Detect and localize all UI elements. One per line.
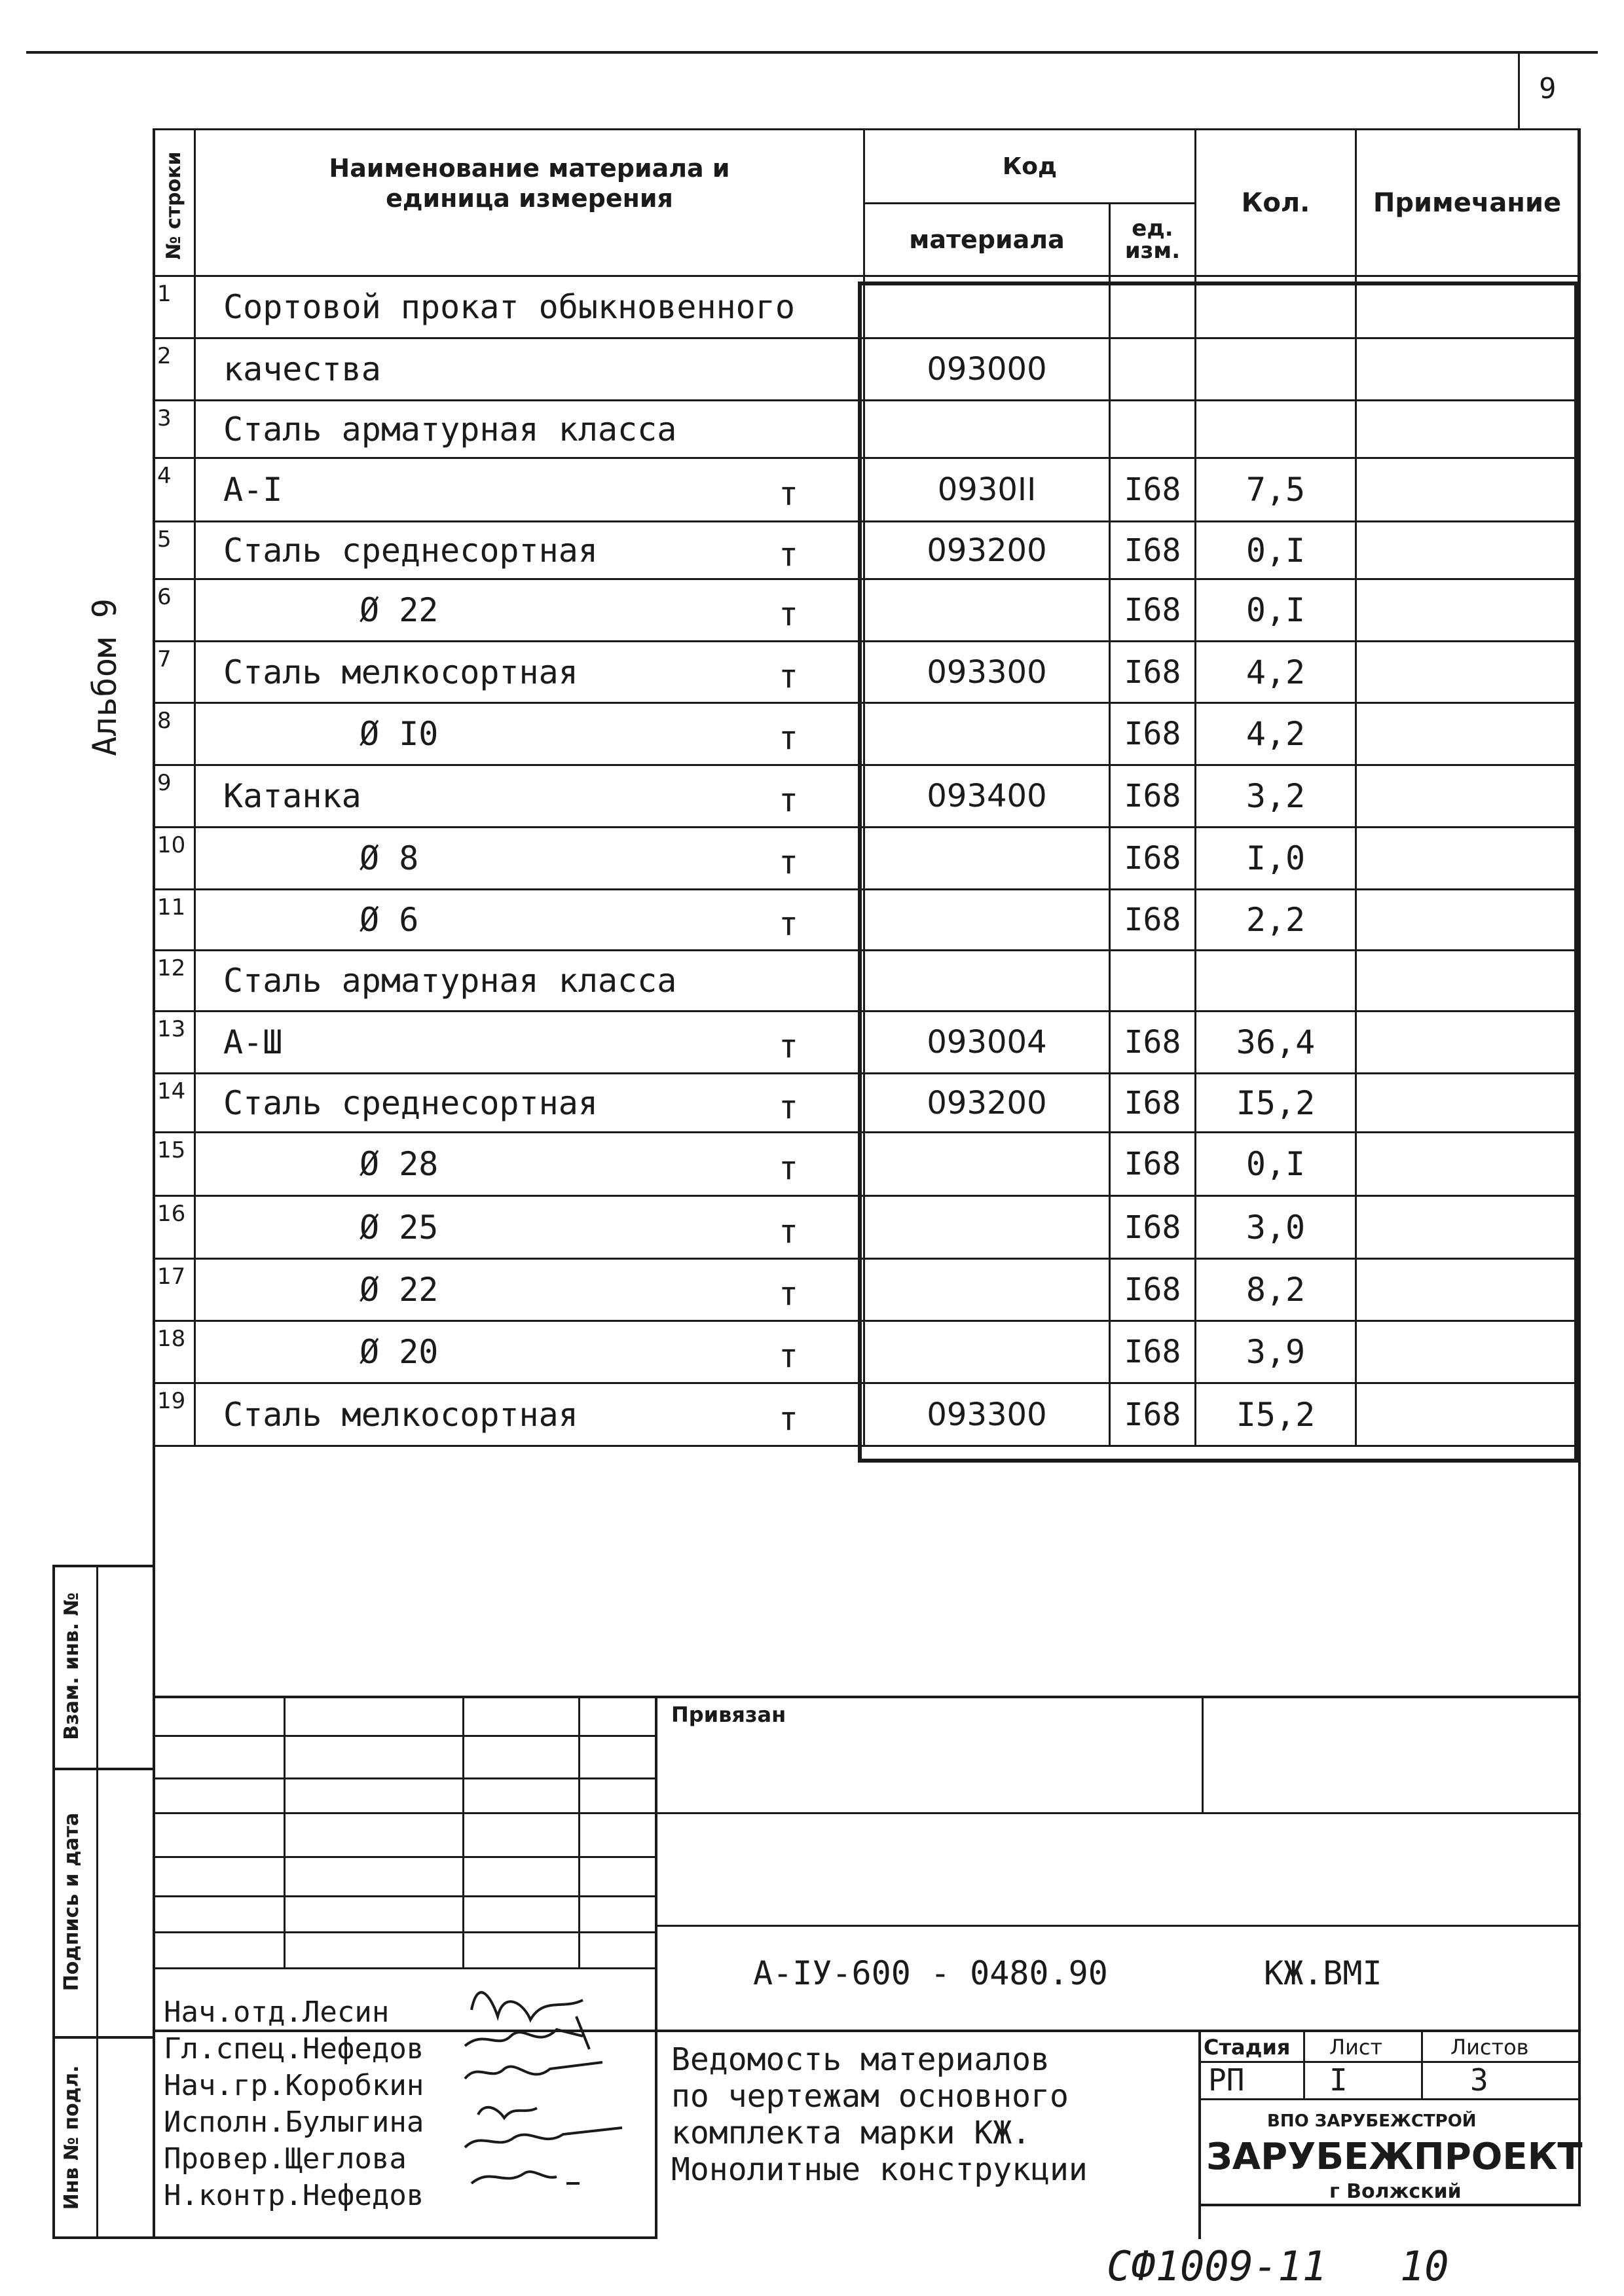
header-note: Примечание xyxy=(1356,130,1579,276)
unit-code: I68 xyxy=(1110,1259,1196,1321)
page-number-box-border xyxy=(1518,52,1520,128)
doc-code: А-IУ-600 - 0480.90 xyxy=(753,1954,1108,1992)
row-number: 5 xyxy=(154,522,195,579)
tb-col-e xyxy=(1202,1696,1204,1812)
row-number: 1 xyxy=(154,276,195,338)
material-name xyxy=(195,1074,864,1133)
material-name xyxy=(195,1196,864,1259)
sheets-value: 3 xyxy=(1470,2062,1488,2098)
row-number: 13 xyxy=(154,1011,195,1074)
row-number: 15 xyxy=(154,1133,195,1196)
sig-row-3: Нач.гр.Коробкин xyxy=(164,2069,424,2102)
material-name-text: Ø 22 xyxy=(360,1271,439,1309)
handwritten-signatures xyxy=(452,1938,648,2213)
unit-code: I68 xyxy=(1110,522,1196,579)
tb-r8 xyxy=(655,1925,1578,1927)
quantity: I,0 xyxy=(1196,828,1356,890)
material-unit-text: т xyxy=(779,535,799,574)
tb-r10 xyxy=(1198,2061,1578,2063)
material-name xyxy=(195,1011,864,1074)
material-unit-text: т xyxy=(779,843,799,881)
sheets-label: Листов xyxy=(1450,2035,1529,2060)
doc-title-line-1: Ведомость материалов xyxy=(671,2041,1050,2078)
quantity: 36,4 xyxy=(1196,1011,1356,1074)
material-code: 093300 xyxy=(864,1383,1110,1446)
unit-code: I68 xyxy=(1110,1011,1196,1074)
stamp-divider xyxy=(96,1565,98,2239)
quantity: 8,2 xyxy=(1196,1259,1356,1321)
unit-code: I68 xyxy=(1110,703,1196,765)
row-number: 6 xyxy=(154,579,195,642)
sig-row-2: Гл.спец.Нефедов xyxy=(164,2032,424,2066)
material-unit-text: т xyxy=(779,1212,799,1250)
header-unit: ед. изм. xyxy=(1110,204,1196,276)
row-number: 8 xyxy=(154,703,195,765)
stage-value: РП xyxy=(1208,2062,1245,2098)
material-name xyxy=(195,828,864,890)
stage-label: Стадия xyxy=(1204,2035,1291,2060)
quantity: 3,0 xyxy=(1196,1196,1356,1259)
tb-r4 xyxy=(153,1856,657,1858)
privyazan-label: Привязан xyxy=(671,1702,786,1727)
row-number: 10 xyxy=(154,828,195,890)
material-name xyxy=(195,890,864,951)
header-row-no: № строки xyxy=(154,130,195,276)
material-code: 093200 xyxy=(864,1074,1110,1133)
material-name xyxy=(195,765,864,828)
header-material-code: материала xyxy=(864,204,1110,276)
material-code: 093000 xyxy=(864,338,1110,401)
material-name-text: Сортовой прокат обыкновенного xyxy=(223,288,795,326)
material-name xyxy=(195,951,864,1011)
tb-r11 xyxy=(1198,2098,1578,2100)
quantity: 0,I xyxy=(1196,1133,1356,1196)
material-unit-text: т xyxy=(779,1274,799,1313)
material-name-text: Ø 22 xyxy=(360,591,439,629)
material-name-text: Сталь среднесортная xyxy=(223,1084,598,1122)
unit-code: I68 xyxy=(1110,765,1196,828)
row-number: 19 xyxy=(154,1383,195,1446)
org-big: ЗАРУБЕЖПРОЕКТ xyxy=(1206,2136,1583,2178)
material-name-text: Ø 8 xyxy=(360,839,419,877)
material-name-text: А-I xyxy=(223,471,283,509)
album-label: Альбом 9 xyxy=(86,598,124,756)
material-name xyxy=(195,276,864,338)
material-unit-text: т xyxy=(779,474,799,513)
material-name xyxy=(195,1133,864,1196)
material-name xyxy=(195,401,864,458)
data-frame-top xyxy=(858,282,1578,285)
row-number: 17 xyxy=(154,1259,195,1321)
tb-r6 xyxy=(153,1931,657,1933)
row-number: 7 xyxy=(154,642,195,703)
material-name-text: Ø 28 xyxy=(360,1145,439,1183)
material-unit-text: т xyxy=(779,1336,799,1375)
doc-title-line-4: Монолитные конструкции xyxy=(671,2151,1088,2188)
org-city: г Волжский xyxy=(1329,2180,1462,2203)
tb-top xyxy=(153,1696,1580,1698)
unit-code: I68 xyxy=(1110,1321,1196,1383)
material-code: 093400 xyxy=(864,765,1110,828)
stamp-row-2 xyxy=(52,2036,154,2039)
frame-left xyxy=(153,128,155,2236)
material-name-text: Сталь арматурная класса xyxy=(223,962,677,1000)
material-name-text: А-Ш xyxy=(223,1023,283,1061)
material-unit-text: т xyxy=(779,904,799,943)
quantity: 4,2 xyxy=(1196,703,1356,765)
frame-right xyxy=(1578,128,1581,2204)
material-name xyxy=(195,338,864,401)
material-name-text: Ø 25 xyxy=(360,1208,439,1247)
material-name-text: Сталь мелкосортная xyxy=(223,1395,578,1434)
material-name-text: Сталь мелкосортная xyxy=(223,653,578,691)
material-name xyxy=(195,579,864,642)
sheet-label: Лист xyxy=(1329,2035,1383,2060)
unit-code: I68 xyxy=(1110,1074,1196,1133)
doc-mark: КЖ.ВМI xyxy=(1264,1954,1382,1992)
material-unit-text: т xyxy=(779,1148,799,1187)
material-name-text: Ø 6 xyxy=(360,901,419,939)
header-qty: Кол. xyxy=(1196,130,1356,276)
quantity: 0,I xyxy=(1196,579,1356,642)
handwritten-code: СФ1009-11 10 xyxy=(1107,2242,1449,2290)
unit-code: I68 xyxy=(1110,579,1196,642)
header-name: Наименование материала и единица измерения xyxy=(195,130,864,276)
row-number: 14 xyxy=(154,1074,195,1133)
row-number: 16 xyxy=(154,1196,195,1259)
unit-code: I68 xyxy=(1110,1196,1196,1259)
row-number: 4 xyxy=(154,458,195,522)
row-number: 11 xyxy=(154,890,195,951)
unit-code: I68 xyxy=(1110,642,1196,703)
stamp-sign-date: Подпись и дата xyxy=(60,1812,83,1992)
material-name-text: Ø I0 xyxy=(360,715,439,753)
material-unit-text: т xyxy=(779,718,799,757)
tb-r5 xyxy=(153,1895,657,1897)
doc-title-line-2: по чертежам основного xyxy=(671,2078,1069,2115)
unit-code: I68 xyxy=(1110,1383,1196,1446)
quantity: 3,2 xyxy=(1196,765,1356,828)
material-name xyxy=(195,1321,864,1383)
material-name xyxy=(195,703,864,765)
material-unit-text: т xyxy=(779,780,799,819)
stamp-col-left xyxy=(52,1565,55,2239)
material-unit-text: т xyxy=(779,594,799,633)
stamp-row-1 xyxy=(52,1768,154,1770)
sig-row-4: Исполн.Булыгина xyxy=(164,2105,424,2139)
material-name-text: Катанка xyxy=(223,777,361,815)
material-code: 093300 xyxy=(864,642,1110,703)
material-name xyxy=(195,458,864,522)
material-name-text: качества xyxy=(223,350,381,388)
material-unit-text: т xyxy=(779,1087,799,1126)
material-name xyxy=(195,1259,864,1321)
quantity: 3,9 xyxy=(1196,1321,1356,1383)
stamp-inv-orig: Инв № подл. xyxy=(60,2065,83,2210)
org-small: ВПО ЗАРУБЕЖСТРОЙ xyxy=(1267,2111,1477,2131)
tb-r1 xyxy=(153,1735,657,1737)
quantity: 0,I xyxy=(1196,522,1356,579)
sig-row-6: Н.контр.Нефедов xyxy=(164,2179,424,2212)
material-code: 0930II xyxy=(864,458,1110,522)
quantity: 4,2 xyxy=(1196,642,1356,703)
material-unit-text: т xyxy=(779,1027,799,1065)
sig-row-1: Нач.отд.Лесин xyxy=(164,1995,390,2029)
tb-bottom xyxy=(153,2236,657,2239)
material-name xyxy=(195,1383,864,1446)
stamp-row-top xyxy=(52,1565,154,1567)
unit-code: I68 xyxy=(1110,458,1196,522)
row-number: 12 xyxy=(154,951,195,1011)
data-frame-left xyxy=(858,282,862,1463)
material-name xyxy=(195,642,864,703)
doc-title-line-3: комплекта марки КЖ. xyxy=(671,2115,1031,2151)
header-code: Код xyxy=(864,130,1196,204)
top-rule xyxy=(26,51,1598,54)
row-number: 18 xyxy=(154,1321,195,1383)
sig-row-5: Провер.Щеглова xyxy=(164,2142,407,2176)
tb-r3 xyxy=(153,1812,1580,1814)
stamp-vzam-inv: Взам. инв. № xyxy=(60,1592,83,1740)
material-unit-text: т xyxy=(779,657,799,695)
tb-col-g xyxy=(1303,2030,1305,2100)
quantity: 2,2 xyxy=(1196,890,1356,951)
material-name-text: Ø 20 xyxy=(360,1333,439,1371)
material-name-text: Сталь среднесортная xyxy=(223,531,598,570)
quantity: I5,2 xyxy=(1196,1383,1356,1446)
quantity: I5,2 xyxy=(1196,1074,1356,1133)
page-number: 9 xyxy=(1539,72,1557,105)
stamp-row-bottom xyxy=(52,2236,154,2239)
tb-r2 xyxy=(153,1777,657,1779)
tb-col-h xyxy=(1421,2030,1423,2100)
material-unit-text: т xyxy=(779,1399,799,1438)
row-number: 9 xyxy=(154,765,195,828)
material-name-text: Сталь арматурная класса xyxy=(223,410,677,448)
quantity: 7,5 xyxy=(1196,458,1356,522)
material-name xyxy=(195,522,864,579)
material-code: 093200 xyxy=(864,522,1110,579)
unit-code: I68 xyxy=(1110,1133,1196,1196)
row-number: 2 xyxy=(154,338,195,401)
data-frame xyxy=(859,282,1578,1463)
sheet-value: I xyxy=(1329,2062,1348,2098)
row-number: 3 xyxy=(154,401,195,458)
material-code: 093004 xyxy=(864,1011,1110,1074)
unit-code: I68 xyxy=(1110,828,1196,890)
unit-code: I68 xyxy=(1110,890,1196,951)
tb-bottom-right xyxy=(1198,2204,1581,2206)
doc-title xyxy=(671,2041,1088,2188)
